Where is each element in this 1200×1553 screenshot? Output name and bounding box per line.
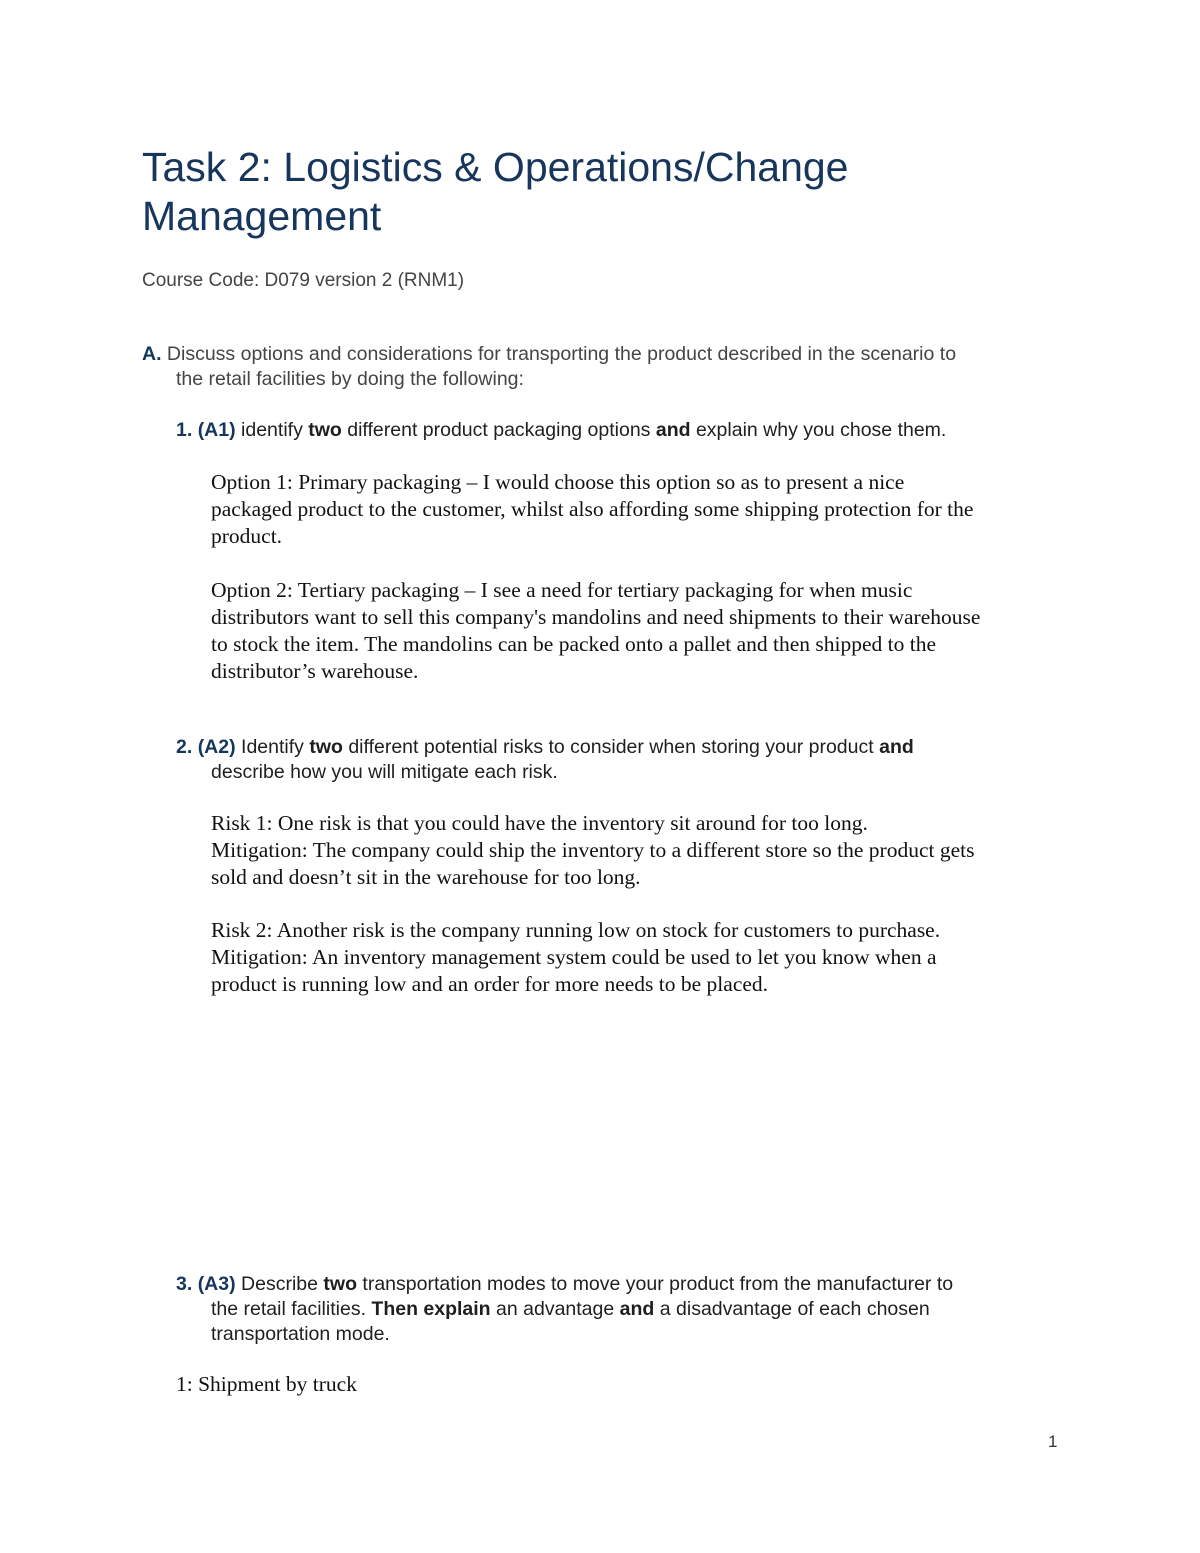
question-a1-text-2: different product packaging options: [347, 419, 651, 441]
page-number: 1: [1048, 1432, 1058, 1451]
option-2-line-2: distributors want to sell this company's mandolins and need shipments to their warehouse: [211, 605, 981, 629]
option-2-line-3: to stock the item. The mandolins can be packed onto a pallet and then shipped to the: [211, 632, 937, 656]
question-a3-text-1: Describe: [241, 1273, 318, 1295]
question-a1-number: 1.: [176, 419, 193, 441]
question-a1-tag: (A1): [197, 419, 236, 441]
risk-1-line-3: sold and doesn’t sit in the warehouse for too long.: [211, 865, 641, 889]
question-a1-bold-1: two: [308, 419, 342, 441]
risk-1-line-2: Mitigation: The company could ship the inventory to a different store so the product gets: [211, 838, 975, 862]
section-a-label: A.: [142, 343, 162, 365]
question-a3-line-3: transportation mode.: [211, 1323, 390, 1345]
option-1-line-1: Option 1: Primary packaging – I would choose this option so as to present a nice: [211, 470, 905, 494]
question-a2-number: 2.: [176, 736, 193, 758]
question-a3-text-5: a disadvantage of each chosen: [659, 1298, 930, 1320]
question-a2-line-2: describe how you will mitigate each risk.: [211, 761, 558, 783]
risk-2-line-3: product is running low and an order for more needs to be placed.: [211, 972, 769, 996]
question-a3-line-2: [211, 1297, 930, 1322]
section-a-line-2: the retail facilities by doing the following:: [176, 368, 524, 390]
section-a-line-1: [142, 342, 956, 367]
question-a3: [176, 1272, 953, 1297]
risk-2-line-2: Mitigation: An inventory management system could be used to let you know when a: [211, 945, 937, 969]
option-2-line-1: Option 2: Tertiary packaging – I see a need for tertiary packaging for when music: [211, 578, 913, 602]
question-a1-text-3: explain why you chose them.: [695, 419, 947, 441]
course-code: Course Code: D079 version 2 (RNM1): [142, 270, 465, 291]
question-a1-text-1: identify: [241, 419, 303, 441]
question-a3-bold-2: Then explain: [371, 1298, 491, 1320]
option-1-line-2: packaged product to the customer, whilst also affording some shipping protection for the: [211, 497, 974, 521]
question-a3-text-2: transportation modes to move your product from the manufacturer to: [362, 1273, 954, 1295]
question-a2-text-1: Identify: [241, 736, 304, 758]
page-title-line-2: Management: [142, 193, 382, 239]
question-a3-bold-3: and: [619, 1298, 655, 1320]
question-a2-text-2: different potential risks to consider when storing your product: [348, 736, 874, 758]
question-a1: [176, 418, 946, 443]
risk-2-line-1: Risk 2: Another risk is the company running low on stock for customers to purchase.: [211, 918, 941, 942]
option-2-line-4: distributor’s warehouse.: [211, 659, 419, 683]
question-a2-tag: (A2): [197, 736, 236, 758]
question-a3-text-3: the retail facilities.: [211, 1298, 366, 1320]
question-a2: [176, 735, 914, 760]
question-a3-text-4: an advantage: [496, 1298, 615, 1320]
page-title-line-1: Task 2: Logistics & Operations/Change: [142, 144, 849, 190]
question-a3-bold-1: two: [323, 1273, 357, 1295]
question-a3-number: 3.: [176, 1273, 193, 1295]
question-a3-tag: (A3): [197, 1273, 236, 1295]
shipment-1: 1: Shipment by truck: [176, 1372, 357, 1396]
question-a1-bold-2: and: [655, 419, 691, 441]
section-a-text-1: Discuss options and considerations for transporting the product described in the scenario to: [166, 343, 957, 365]
risk-1-line-1: Risk 1: One risk is that you could have the inventory sit around for too long.: [211, 811, 868, 835]
question-a2-bold-1: two: [309, 736, 343, 758]
question-a2-bold-2: and: [879, 736, 914, 758]
option-1-line-3: product.: [211, 524, 283, 548]
